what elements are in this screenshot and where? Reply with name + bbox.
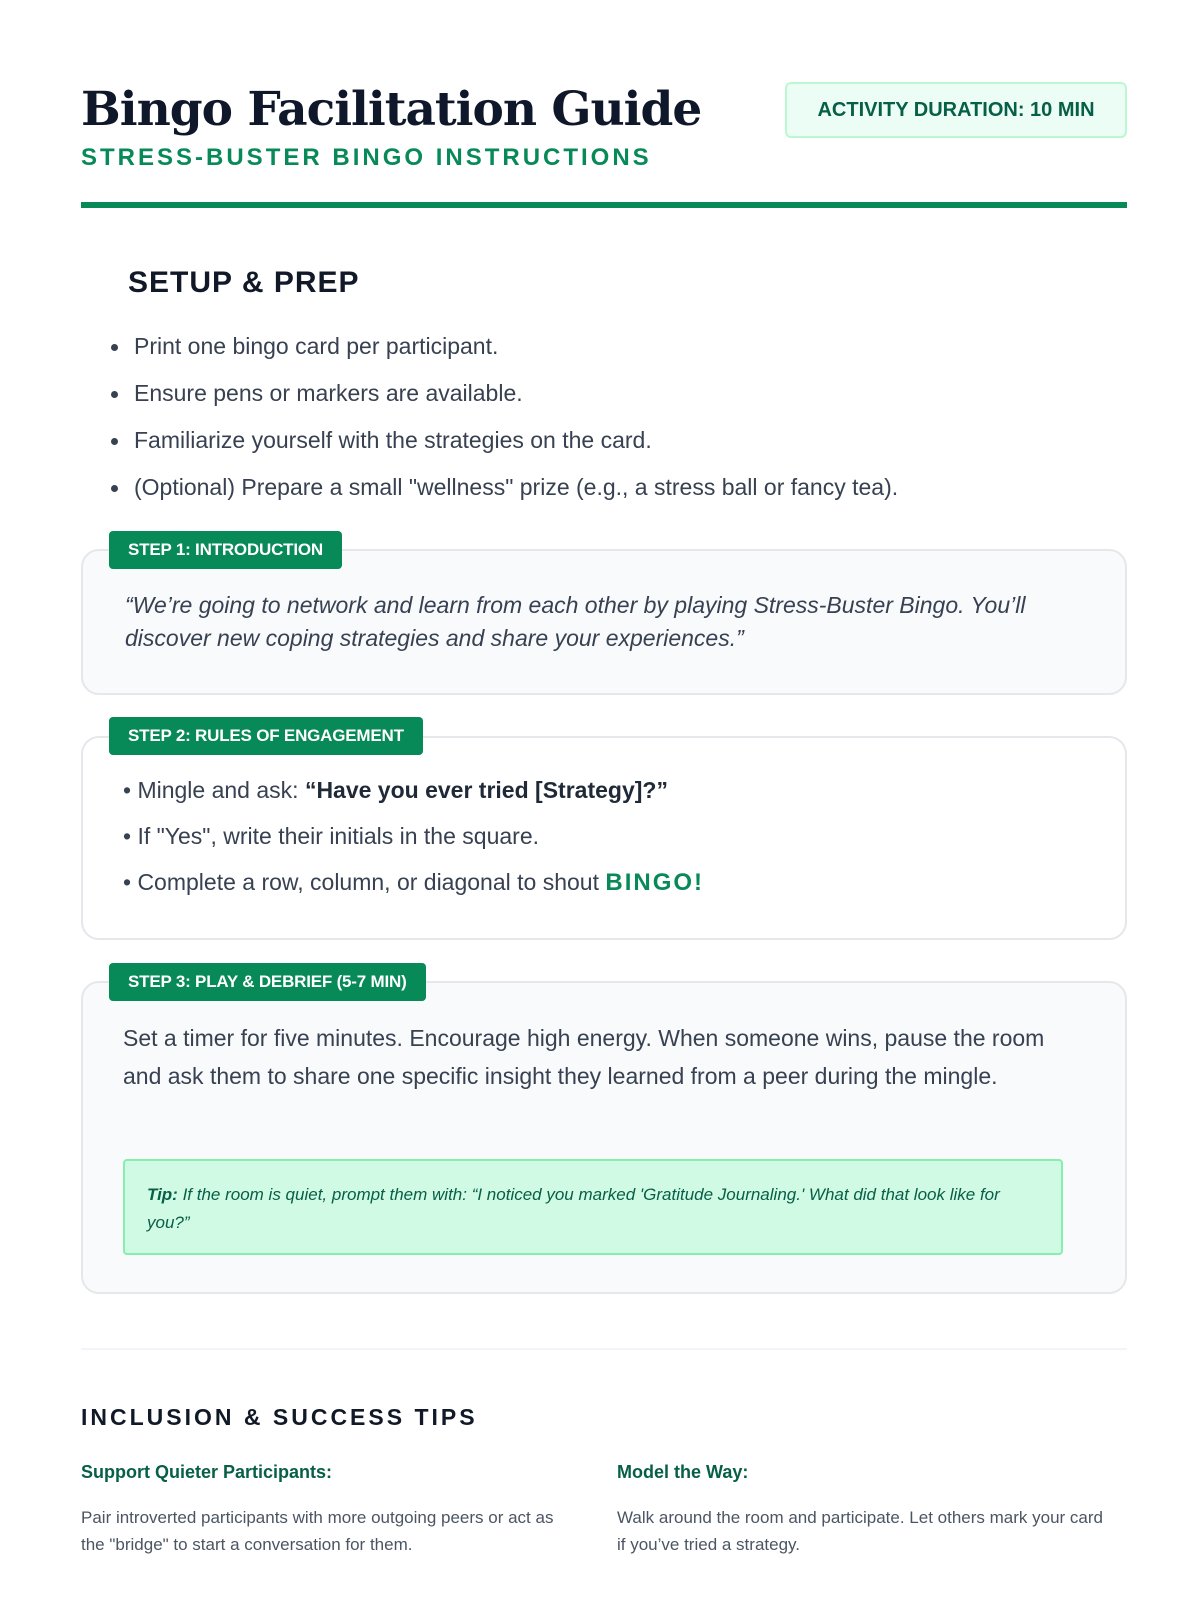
tip-column-heading: Model the Way: (617, 1462, 749, 1482)
bullet-icon (111, 344, 118, 351)
list-item-text: Familiarize yourself with the strategies on the card. (134, 427, 652, 453)
rule-question: “Have you ever tried [Strategy]?” (304, 777, 668, 803)
tip-text: If the room is quiet, prompt them with: “I noticed you marked 'Gratitude Journaling.' What did that look like for you?” (147, 1185, 1000, 1232)
list-item (81, 377, 1127, 424)
page (81, 0, 1127, 1600)
inclusion-heading: INCLUSION & SUCCESS TIPS (81, 1404, 478, 1430)
step3-body: Set a timer for five minutes. Encourage high energy. When someone wins, pause the room and ask them to share one specific insight they learned from a peer during the mingle. (123, 1025, 1045, 1089)
page-subtitle: STRESS-BUSTER BINGO INSTRUCTIONS (81, 144, 652, 171)
header (81, 80, 1127, 208)
bullet-icon (111, 438, 118, 445)
setup-list (81, 330, 1127, 518)
list-item (81, 471, 1127, 518)
tip-column-quieter (81, 1462, 571, 1558)
rule-text: • Complete a row, column, or diagonal to shout (123, 869, 606, 895)
step1-tag: STEP 1: INTRODUCTION (109, 531, 342, 569)
bullet-icon (111, 485, 118, 492)
bullet-icon (111, 391, 118, 398)
step2-tag: STEP 2: RULES OF ENGAGEMENT (109, 717, 423, 755)
rule-text: • Mingle and ask: (123, 777, 305, 803)
list-item (81, 424, 1127, 471)
list-item (81, 330, 1127, 377)
tip-column-heading: Support Quieter Participants: (81, 1462, 333, 1482)
list-item-text: Print one bingo card per participant. (134, 333, 499, 359)
tip-box (123, 1159, 1063, 1255)
divider (81, 1348, 1127, 1350)
tip-column-text: Walk around the room and participate. Let others mark your card if you’ve tried a strategy. (617, 1508, 1103, 1554)
step1-quote: “We’re going to network and learn from each other by playing Stress-Buster Bingo. You’ll discover new coping strategies and share your experiences.” (125, 592, 1026, 651)
list-item-text: Ensure pens or markers are available. (134, 380, 523, 406)
bingo-highlight: BINGO! (605, 869, 705, 896)
setup-heading: SETUP & PREP (128, 266, 360, 299)
step1-card (81, 549, 1127, 695)
rule-item (123, 774, 704, 820)
tip-column-model (617, 1462, 1107, 1558)
rules-list (123, 774, 704, 912)
rule-item (123, 866, 704, 912)
tip-label: Tip: (147, 1185, 178, 1204)
rule-item: • If "Yes", write their initials in the square. (123, 823, 539, 849)
page-title: Bingo Facilitation Guide (81, 82, 702, 137)
step3-card (81, 981, 1127, 1294)
step2-card (81, 736, 1127, 940)
duration-badge: ACTIVITY DURATION: 10 MIN (785, 82, 1127, 138)
step3-tag: STEP 3: PLAY & DEBRIEF (5-7 MIN) (109, 963, 426, 1001)
tip-column-text: Pair introverted participants with more outgoing peers or act as the "bridge" to start a conversation for them. (81, 1508, 554, 1554)
list-item-text: (Optional) Prepare a small "wellness" prize (e.g., a stress ball or fancy tea). (134, 474, 899, 500)
